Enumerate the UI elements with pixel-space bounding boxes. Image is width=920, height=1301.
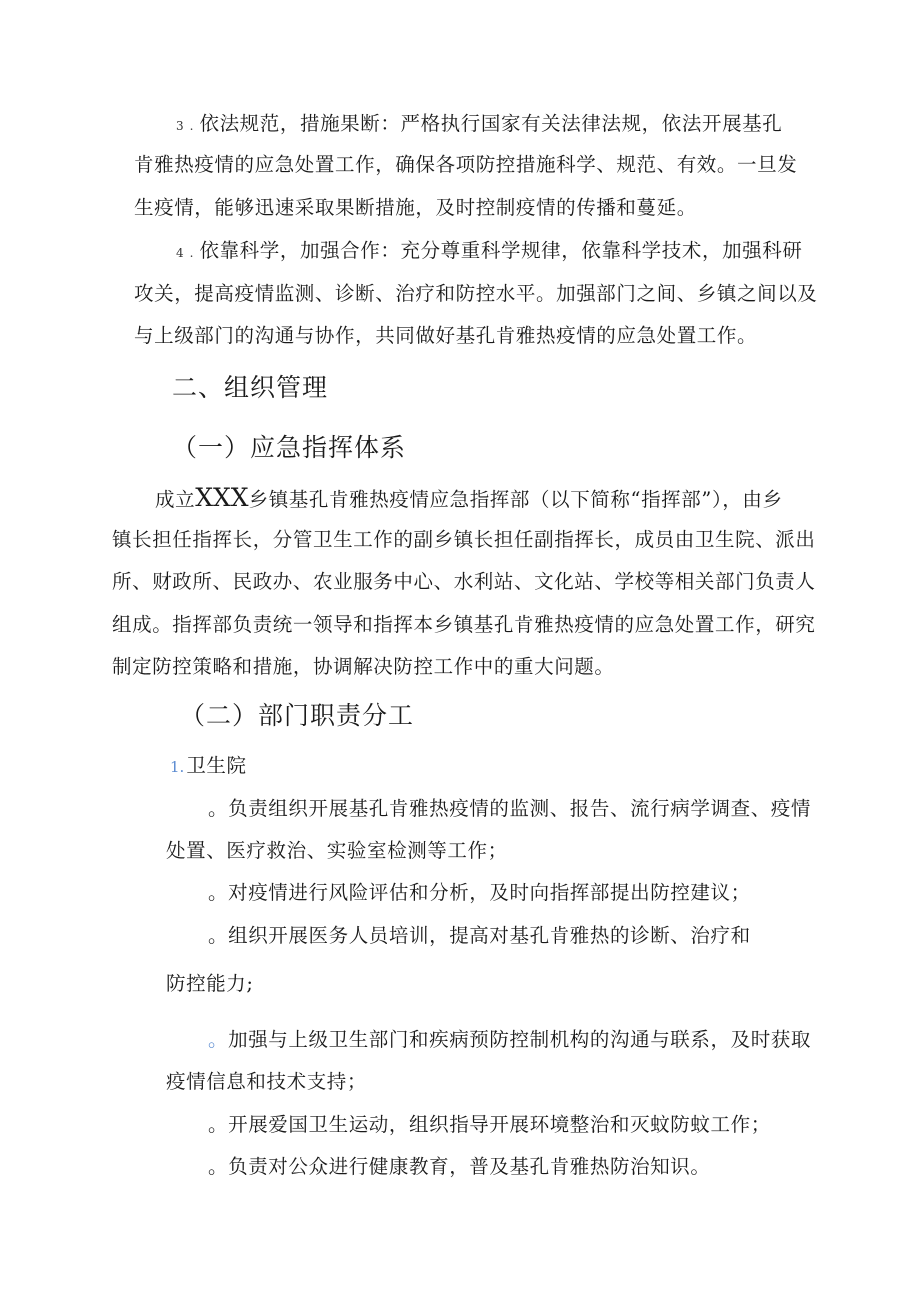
duty-6-line-1: 。负责对公众进行健康教育，普及基孔肯雅热防治知识。 — [208, 1155, 711, 1178]
bullet-mark: 。 — [208, 1028, 229, 1051]
item-number: 4 — [176, 246, 184, 260]
placeholder-name: XXX — [195, 483, 249, 512]
bullet-mark: 。 — [208, 881, 229, 904]
command-para-line-3: 所、财政所、民政办、农业服务中心、水利站、文化站、学校等相关部门负责人 — [112, 570, 816, 593]
duty-1-line-1: 。负责组织开展基孔肯雅热疫情的监测、报告、流行病学调查、疫情 — [208, 797, 812, 820]
subsection-heading-division-of-duties: （二）部门职责分工 — [180, 701, 415, 730]
duty-2-line-1: 。对疫情进行风险评估和分析，及时向指挥部提出防控建议； — [208, 881, 751, 904]
dept-heading-health-center: 1. 卫生院 — [170, 754, 247, 777]
item-separator: . — [189, 119, 194, 133]
principle-3-line-2: 肯雅热疫情的应急处置工作，确保各项防控措施科学、规范、有效。一旦发 — [134, 153, 798, 176]
duty-5-line-1: 。开展爱国卫生运动，组织指导开展环境整治和灭蚊防蚊工作； — [208, 1113, 771, 1136]
bullet-mark: 。 — [208, 924, 229, 947]
bullet-mark: 。 — [208, 1113, 229, 1136]
principle-3-line-1: 3 . 依法规范，措施果断：严格执行国家有关法律法规，依法开展基孔 — [176, 112, 783, 135]
command-para-line-4: 组成。指挥部负责统一领导和指挥本乡镇基孔肯雅热疫情的应急处置工作，研究 — [112, 613, 816, 636]
subsection-heading-command-system: （一）应急指挥体系 — [172, 433, 407, 462]
bullet-mark: 。 — [208, 797, 229, 820]
duty-4-line-2: 疫情信息和技术支持； — [166, 1070, 368, 1093]
command-para-line-5: 制定防控策略和措施，协调解决防控工作中的重大问题。 — [112, 655, 615, 678]
duty-1-line-2: 处置、医疗救治、实验室检测等工作； — [166, 839, 508, 862]
section-heading-organization: 二、组织管理 — [172, 373, 329, 402]
command-para-line-2: 镇长担任指挥长，分管卫生工作的副乡镇长担任副指挥长，成员由卫生院、派出 — [112, 528, 816, 551]
principle-4-line-3: 与上级部门的沟通与协作，共同做好基孔肯雅热疫情的应急处置工作。 — [134, 324, 758, 347]
command-para-line-1: 成立XXX乡镇基孔肯雅热疫情应急指挥部（以下简称“指挥部”），由乡 — [155, 483, 783, 512]
item-separator: . — [189, 246, 194, 260]
duty-3-line-1: 。组织开展医务人员培训，提高对基孔肯雅热的诊断、治疗和 — [208, 924, 751, 947]
principle-3-line-3: 生疫情，能够迅速采取果断措施，及时控制疫情的传播和蔓延。 — [134, 196, 697, 219]
principle-4-line-1: 4 . 依靠科学，加强合作：充分尊重科学规律，依靠科学技术，加强科研 — [176, 239, 803, 262]
dept-number: 1. — [170, 758, 185, 776]
bullet-mark: 。 — [208, 1155, 229, 1178]
duty-3-line-2: 防控能力; — [166, 972, 254, 995]
principle-4-line-2: 攻关，提高疫情监测、诊断、治疗和防控水平。加强部门之间、乡镇之间以及 — [134, 282, 818, 305]
item-number: 3 — [176, 119, 184, 133]
duty-4-line-1: 。加强与上级卫生部门和疾病预防控制机构的沟通与联系，及时获取 — [208, 1028, 812, 1051]
